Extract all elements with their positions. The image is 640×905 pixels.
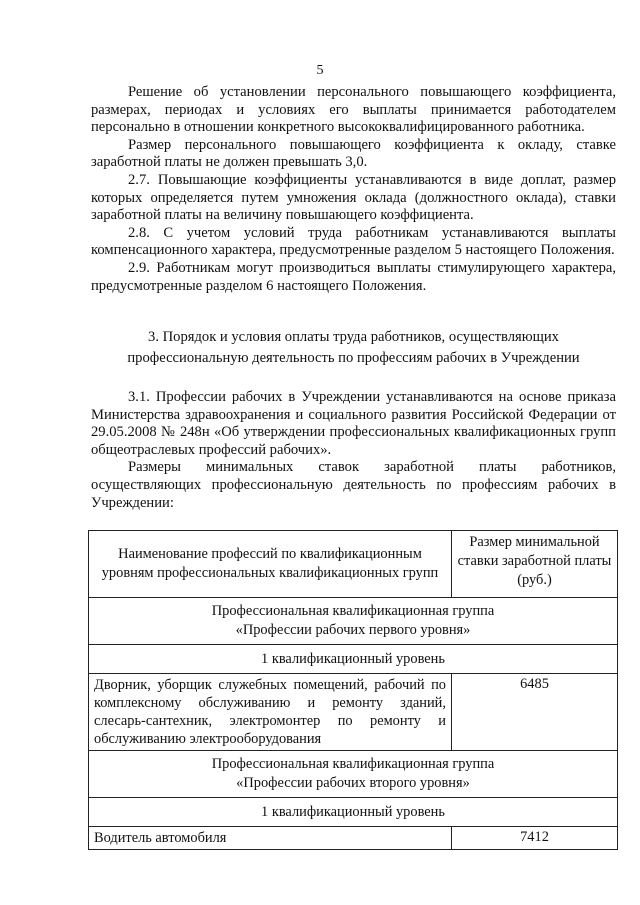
section-3-text xyxy=(91,389,616,512)
header-min-rate: Размер минимальной ставки заработной платы (руб.) xyxy=(452,531,618,598)
group-row xyxy=(89,598,618,645)
profession-list: Дворник, уборщик служебных помещений, рабочий по комплексному обслуживанию и ремонту зданий, слесарь-сантехник, электромонтер по ремонту и обслуживанию электрооборудования xyxy=(89,674,452,751)
paragraph: Размеры минимальных ставок заработной платы работников, осуществляющих профессиональную деятельность по профессиям рабочих в Учреждении: xyxy=(91,459,616,511)
table-header-row xyxy=(89,531,618,598)
level-row xyxy=(89,798,618,827)
paragraph: 2.8. С учетом условий труда работникам устанавливаются выплаты компенсационного характера, предусмотренные разделом 5 настоящего Положения. xyxy=(91,224,616,259)
table-row xyxy=(89,827,618,850)
header-profession-name: Наименование профессий по квалификационным уровням профессиональных квалификационных групп xyxy=(89,531,452,598)
paragraph: Решение об установлении персонального повышающего коэффициента, размерах, периодах и условиях его выплаты принимается работодателем персонально в отношении конкретного высококвалифицированного работника. xyxy=(91,84,616,136)
group-title xyxy=(89,598,618,645)
group-title-line: Профессиональная квалификационная группа xyxy=(211,603,495,619)
rates-table xyxy=(88,530,618,850)
section-heading-line: 3. Порядок и условия оплаты труда работников, осуществляющих xyxy=(148,329,559,345)
qualification-level: 1 квалификационный уровень xyxy=(89,798,618,827)
section-heading-line: профессиональную деятельность по профессиям рабочих в Учреждении xyxy=(127,350,580,366)
clause-2-text xyxy=(91,84,616,295)
table-row xyxy=(89,674,618,751)
group-title-line: Профессиональная квалификационная группа xyxy=(211,756,495,772)
page-number: 5 xyxy=(316,63,324,78)
qualification-level: 1 квалификационный уровень xyxy=(89,645,618,674)
rate-value: 6485 xyxy=(452,674,618,751)
level-row xyxy=(89,645,618,674)
rate-value: 7412 xyxy=(452,827,618,850)
group-title-line: «Профессии рабочих первого уровня» xyxy=(235,622,471,638)
section-heading xyxy=(91,327,616,369)
group-row xyxy=(89,751,618,798)
paragraph: Размер персонального повышающего коэффициента к окладу, ставке заработной платы не должен превышать 3,0. xyxy=(91,136,616,171)
paragraph: 3.1. Профессии рабочих в Учреждении устанавливаются на основе приказа Министерства здравоохранения и социального развития Российской Федерации от 29.05.2008 № 248н «Об утверждении профессиональных квалификационных групп общеотраслевых профессий рабочих». xyxy=(91,389,616,458)
group-title xyxy=(89,751,618,798)
paragraph: 2.9. Работникам могут производиться выплаты стимулирующего характера, предусмотренные разделом 6 настоящего Положения. xyxy=(91,259,616,294)
paragraph: 2.7. Повышающие коэффициенты устанавливаются в виде доплат, размер которых определяется путем умножения оклада (должностного оклада), ставки заработной платы на величину повышающего коэффициента. xyxy=(91,171,616,224)
group-title-line: «Профессии рабочих второго уровня» xyxy=(236,775,470,791)
profession-list: Водитель автомобиля xyxy=(89,827,452,850)
